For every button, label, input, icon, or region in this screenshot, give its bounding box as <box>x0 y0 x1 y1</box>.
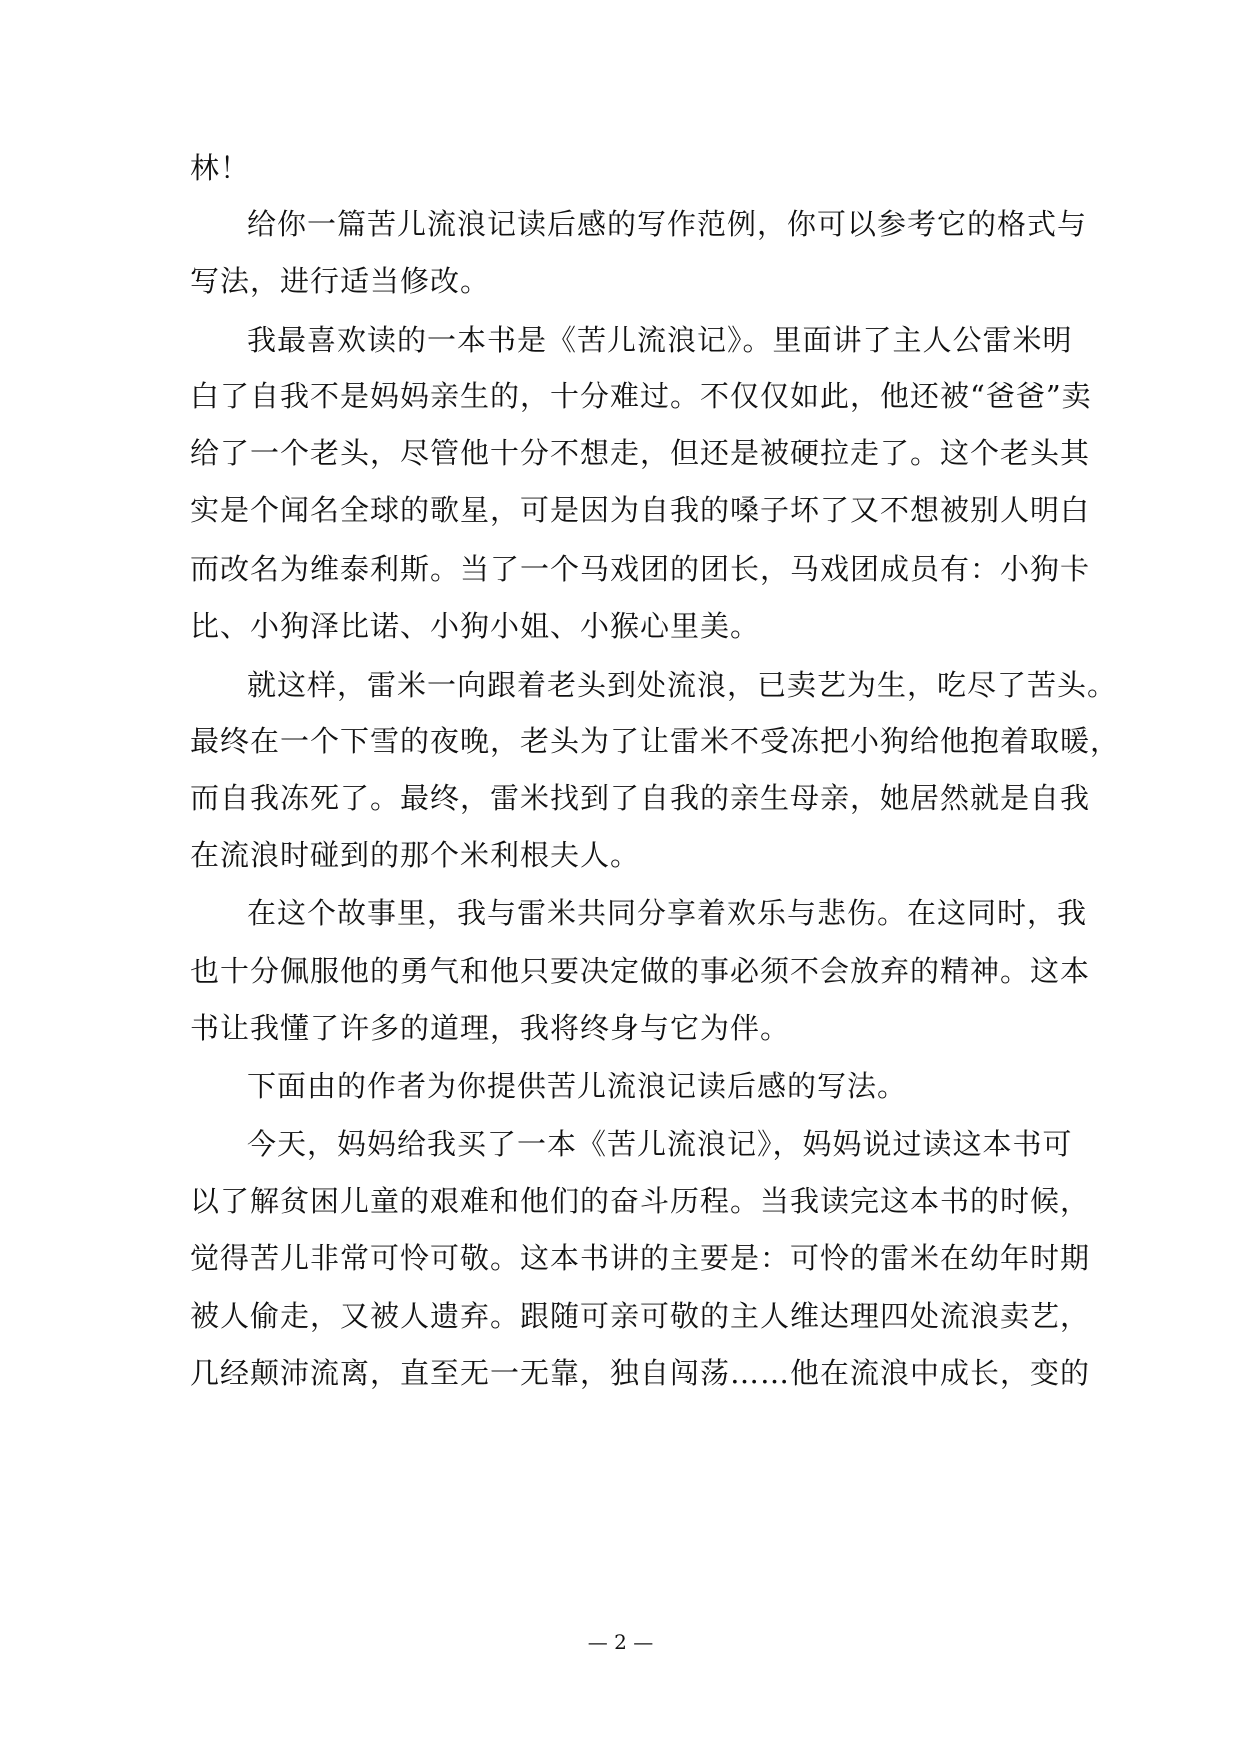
text-line: 在流浪时碰到的那个米利根夫人。 <box>190 838 641 872</box>
text-line: 也十分佩服他的勇气和他只要决定做的事必须不会放弃的精神。这本 <box>190 954 1091 988</box>
text-line: 写法，进行适当修改。 <box>190 264 491 298</box>
text-line: 下面由的作者为你提供苦儿流浪记读后感的写法。 <box>247 1069 908 1103</box>
page-number: — 2 — <box>587 1630 654 1654</box>
text-line: 给你一篇苦儿流浪记读后感的写作范例，你可以参考它的格式与 <box>247 207 1088 241</box>
text-line: 觉得苦儿非常可怜可敬。这本书讲的主要是：可怜的雷米在幼年时期 <box>190 1241 1091 1275</box>
text-line: 林！ <box>190 151 251 185</box>
text-line: 就这样，雷米一向跟着老头到处流浪，已卖艺为生，吃尽了苦头。 <box>247 668 1118 702</box>
text-line: 最终在一个下雪的夜晚，老头为了让雷米不受冻把小狗给他抱着取暖， <box>190 724 1121 758</box>
text-line: 在这个故事里，我与雷米共同分享着欢乐与悲伤。在这同时，我 <box>247 896 1088 930</box>
text-line: 白了自我不是妈妈亲生的，十分难过。不仅仅如此，他还被“爸爸”卖 <box>190 379 1092 413</box>
text-line: 给了一个老头，尽管他十分不想走，但还是被硬拉走了。这个老头其 <box>190 436 1091 470</box>
text-line: 而自我冻死了。最终，雷米找到了自我的亲生母亲，她居然就是自我 <box>190 781 1091 815</box>
text-line: 几经颠沛流离，直至无一无靠，独自闯荡……他在流浪中成长，变的 <box>190 1356 1091 1390</box>
text-line: 而改名为维泰利斯。当了一个马戏团的团长，马戏团成员有：小狗卡 <box>190 552 1091 586</box>
text-line: 实是个闻名全球的歌星，可是因为自我的嗓子坏了又不想被别人明白 <box>190 493 1091 527</box>
text-line: 比、小狗泽比诺、小狗小姐、小猴心里美。 <box>190 609 761 643</box>
text-line: 书让我懂了许多的道理，我将终身与它为伴。 <box>190 1011 791 1045</box>
text-line: 今天，妈妈给我买了一本《苦儿流浪记》，妈妈说过读这本书可 <box>247 1127 1073 1161</box>
text-line: 我最喜欢读的一本书是《苦儿流浪记》。里面讲了主人公雷米明 <box>247 323 1073 357</box>
text-line: 被人偷走，又被人遗弃。跟随可亲可敬的主人维达理四处流浪卖艺， <box>190 1299 1091 1333</box>
text-line: 以了解贫困儿童的艰难和他们的奋斗历程。当我读完这本书的时候， <box>190 1184 1091 1218</box>
